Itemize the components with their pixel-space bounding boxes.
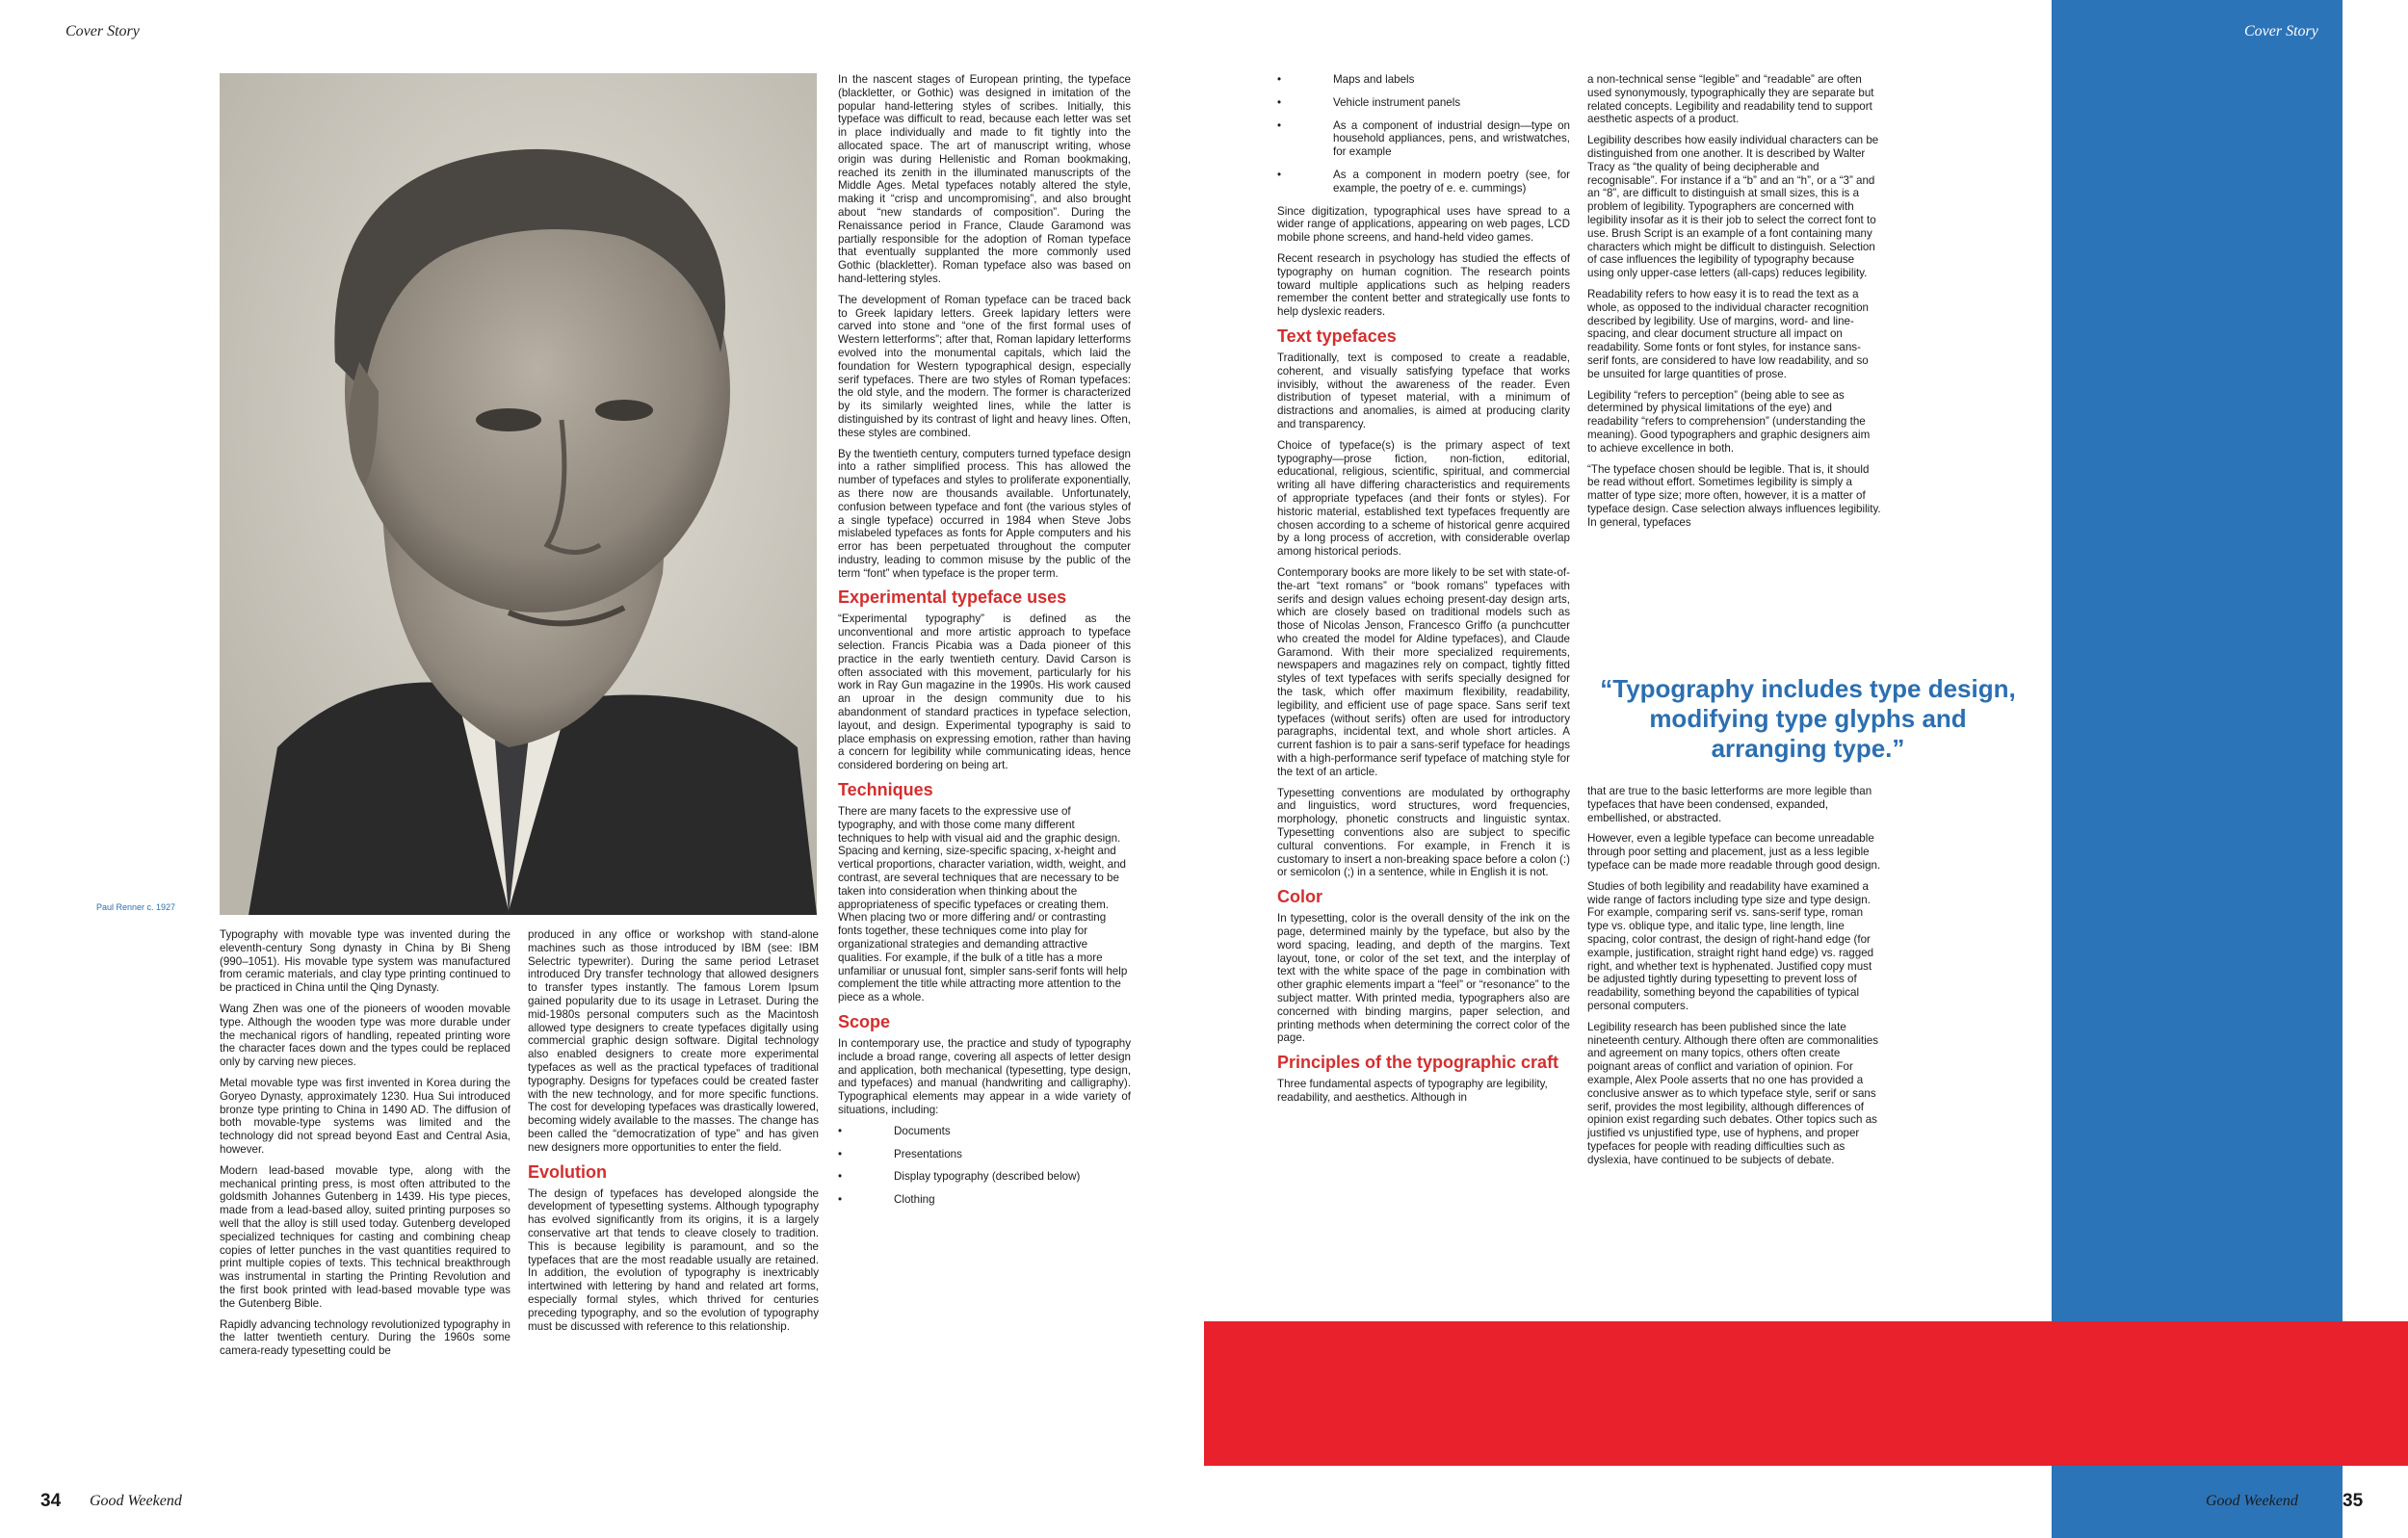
paragraph: Wang Zhen was one of the pioneers of wooden movable type. Although the wooden type was more durable under the mechanical rigors of handling, repeated printing wore the character faces down and the types could be replaced only by carving new pieces.	[220, 1002, 510, 1069]
paragraph: Studies of both legibility and readability have examined a wide range of factors including type size and type design. For example, comparing serif vs. sans-serif type, roman type vs. oblique type, and italic type, line length, line spacing, color contrast, the design of right-hand edge (for example, justification, straight right hand edge) vs. ragged right, and whether text is hyphenated. Justified copy must be adjusted tightly during typesetting to prevent loss of readability, something beyond the capabilities of typical personal computers.	[1587, 879, 1874, 1012]
paragraph: that are true to the basic letterforms are more legible than typefaces that have been condensed, expanded, embellished, or abstracted.	[1587, 785, 1872, 824]
paragraph: a non-technical sense “legible” and “readable” are often used synonymously, typographically they are separate but related concepts. Legibility and readability tend to support aesthetic aspects of a product.	[1587, 73, 1874, 126]
paragraph: Modern lead-based movable type, along with the mechanical printing press, is most often attributed to the goldsmith Johannes Gutenberg in 1439. His type pieces, made from a lead-based alloy, suited printing purposes so well that the alloy is still used today. Gutenberg developed specialized techniques for casting and combining cheap copies of letter punches in the vast quantities required to print multiple copies of texts. This technical breakthrough was instrumental in starting the Printing Revolution and the first book printed with lead-based movable type was the Gutenberg Bible.	[220, 1163, 510, 1310]
paragraph: produced in any office or workshop with stand-alone machines such as those introduced by IBM (see: IBM Selectric typewriter). During the same period Letraset introduced Dry transfer technology that allowed designers to transfer types instantly. The famous Lorem Ipsum gained popularity due to its usage in Letraset. During the mid-1980s personal computers such as the Macintosh allowed type designers to create typefaces digitally using commercial graphic design software. Digital technology also enabled designers to create more experimental typefaces as well as the practical typefaces of traditional typography. Designs for typefaces could be created faster with the new technology, and for more specific functions. The cost for developing typefaces was drastically lowered, becoming widely available to the masses. The change has been called the “democratization of type” and has given new designers more opportunities to enter the field.	[528, 928, 819, 1154]
paragraph: Recent research in psychology has studied the effects of typography on human cognition. The research points toward multiple applications such as helping readers remember the content better and strategically use fonts to help dyslexic readers.	[1277, 251, 1570, 319]
page-number-right: 35	[2343, 1491, 2364, 1511]
red-band	[1204, 1321, 2408, 1466]
paragraph: Three fundamental aspects of typography are legibility, readability, and aesthetics. Although in	[1277, 1078, 1548, 1104]
magazine-name-left: Good Weekend	[90, 1493, 182, 1509]
paragraph: In contemporary use, the practice and study of typography include a broad range, covering all aspects of letter design and application, both mechanical (typesetting, type design, and typefaces) and manual (handwriting and calligraphy). Typographical elements may appear in a wide variety of situations, including:	[838, 1037, 1131, 1116]
portrait-illustration	[220, 73, 817, 915]
heading-experimental: Experimental typeface uses	[838, 587, 1067, 608]
column-4	[1277, 73, 1570, 1112]
scope-list-continued	[1277, 73, 1570, 196]
list-item: • As a component in modern poetry (see, for example, the poetry of e. e. cummings)	[1277, 168, 1570, 195]
paragraph: “Experimental typography” is defined as the unconventional and more artistic approach to typeface selection. Francis Picabia was a Dada pioneer of this practice in the early twentieth century. David Carson is often associated with this movement, particularly for his work in Ray Gun magazine in the 1990s. His work caused an uproar in the design community due to his abandonment of standard practices in typeface selection, layout, and design. Experimental typography is said to place emphasis on expressing emotion, rather than having a concern for legibility while communicating ideas, hence considered bordering on being art.	[838, 613, 1131, 772]
blue-band	[2052, 0, 2343, 1538]
paragraph: Typography with movable type was invented during the eleventh-century Song dynasty in China by Bi Sheng (990–1051). His movable type system was manufactured from ceramic materials, and clay type printing continued to be practiced in China until the Qing Dynasty.	[220, 928, 510, 995]
scope-list	[838, 1125, 1131, 1207]
photo-caption: Paul Renner c. 1927	[96, 902, 176, 912]
paragraph: Rapidly advancing technology revolutionized typography in the latter twentieth century. During the 1960s some camera-ready typesetting could be	[220, 1317, 510, 1358]
paragraph: There are many facets to the expressive use of typography, and with those come many different techniques to help with visual aid and the graphic design. Spacing and kerning, size-specific spacing, x-height and vertical proportions, character variation, width, weight, and contrast, are several techniques that are necessary to be taken into consideration when thinking about the appropriateness of specific typefaces or creating them. When placing two or more differing and/ or contrasting fonts together, these techniques come into play for organizational strategies and demanding attractive qualities. For example, if the bulk of a title has a more unfamiliar or unusual font, simpler sans-serif fonts will help complement the title while attracting more attention to the piece as a whole.	[838, 805, 1128, 1004]
section-header-left: Cover Story	[65, 23, 140, 39]
paragraph: “The typeface chosen should be legible. That is, it should be read without effort. Sometimes legibility is simply a matter of type size; more often, however, it is a matter of typeface design. Case selection always influences legibility. In general, typefaces	[1587, 462, 1881, 529]
paragraph: In typesetting, color is the overall density of the ink on the page, determined mainly by the typeface, but also by the word spacing, leading, and depth of the margins. Text layout, tone, or color of the set text, and the interplay of text with the white space of the page in combination with other graphic elements impart a “feel” or “resonance” to the subject matter. With printed media, typographers also are concerned with binding margins, paper selection, and printing methods when determining the correct color of the page.	[1277, 912, 1570, 1045]
list-item: • Clothing	[838, 1193, 935, 1207]
heading-evolution: Evolution	[528, 1161, 607, 1182]
paragraph: In the nascent stages of European printing, the typeface (blackletter, or Gothic) was designed in imitation of the popular hand-lettering styles of scribes. Initially, this typeface was difficult to read, because each letter was set in place individually and made to fit tightly into the allocated space. The art of manuscript writing, whose origin was during Hellenistic and Roman bookmaking, reached its zenith in the illuminated manuscripts of the Middle Ages. Metal typefaces notably altered the style, making it “crisp and uncompromising”, and also brought about “new standards of composition”. During the Renaissance period in France, Claude Garamond was partially responsible for the adoption of Roman typeface that eventually supplanted the more commonly used Gothic (blackletter). Roman typeface also was based on hand-lettering styles.	[838, 73, 1131, 285]
list-item: • Presentations	[838, 1147, 962, 1160]
column-3	[838, 73, 1131, 1216]
magazine-name-right: Good Weekend	[2206, 1493, 2298, 1509]
portrait-photo	[220, 73, 817, 915]
paragraph: The design of typefaces has developed alongside the development of typesetting systems. Although typography has evolved significantly from its origins, it is a largely conservative art that tends to cleave closely to tradition. This is because legibility is paramount, and so the typefaces that are the most readable usually are retained. In addition, the evolution of typography is inextricably intertwined with lettering by hand and related art forms, especially formal styles, which thrived for centuries preceding typography, and so the evolution of typography must be discussed with reference to this relationship.	[528, 1186, 819, 1333]
paragraph: Readability refers to how easy it is to read the text as a whole, as opposed to the individual character recognition described by legibility. Use of margins, word- and line-spacing, and clear document structure all impact on readability. Some fonts or font styles, for instance sans-serif fonts, are considered to have low readability, and so be unsuited for large quantities of prose.	[1587, 287, 1869, 380]
paragraph: By the twentieth century, computers turned typeface design into a rather simplified process. This has allowed the number of typefaces and styles to proliferate exponentially, as there now are thousands available. Unfortunately, confusion between typeface and font (the various styles of a single typeface) occurred in 1984 when Steve Jobs mislabeled typefaces as fonts for Apple computers and his error has been perpetuated throughout the computer industry, leading to common misuse by the public of the term “font” when typeface is the proper term.	[838, 447, 1131, 580]
heading-text-typefaces: Text typefaces	[1277, 326, 1397, 346]
list-item: • Vehicle instrument panels	[1277, 95, 1461, 109]
paragraph: Choice of typeface(s) is the primary aspect of text typography—prose fiction, non-fiction, editorial, educational, religious, scientific, spiritual, and commercial writing all have differing characteristics and requirements of appropriate typefaces (and their fonts or styles). For historic material, established text typefaces frequently are chosen according to a scheme of historical genre acquired by a long process of accretion, with considerable overlap among historical periods.	[1277, 438, 1570, 559]
list-item: • Maps and labels	[1277, 73, 1415, 86]
paragraph: Traditionally, text is composed to create a readable, coherent, and visually satisfying typeface that works invisibly, without the awareness of the reader. Even distribution of typeset material, with a minimum of distractions and anomalies, is aimed at producing clarity and transparency.	[1277, 351, 1570, 430]
list-item: • As a component of industrial design—type on household appliances, pens, and wristwatches, for example	[1277, 118, 1570, 159]
heading-techniques: Techniques	[838, 780, 933, 800]
paragraph: Contemporary books are more likely to be set with state-of-the-art “text romans” or “book romans” typefaces with serifs and design values echoing present-day design arts, which are closely based on traditional models such as those of Nicolas Jenson, Francesco Griffo (a punchcutter who created the model for Aldine typefaces), and Claude Garamond. With their more specialized requirements, newspapers and magazines rely on compact, tightly fitted styles of text typefaces with serifs specially designed for the task, which offer maximum flexibility, readability, legibility, and efficient use of page space. Sans serif text typefaces (without serifs) often are used for introductory paragraphs, incidental text, and whole short articles. A current fashion is to pair a sans-serif typeface for headings with a high-performance serif typeface of matching style for the text of an article.	[1277, 565, 1570, 778]
list-item: • Display typography (described below)	[838, 1170, 1081, 1184]
paragraph: Legibility “refers to perception” (being able to see as determined by physical limitations of the eye) and readability “refers to comprehension” (understanding the meaning). Good typographers and graphic designers aim to achieve excellence in both.	[1587, 388, 1871, 455]
pull-quote: “Typography includes type design, modifying type glyphs and arranging type.”	[1600, 674, 2016, 763]
paragraph: The development of Roman typeface can be traced back to Greek lapidary letters. Greek lapidary letters were carved into stone and “one of the first formal uses of Western letterforms”; after that, Roman lapidary letterforms evolved into the monumental capitals, which laid the foundation for Western typographical design, especially serif typefaces. There are two styles of Roman typefaces: the old style, and the modern. The former is characterized by its similarly weighted lines, while the latter is distinguished by its contrast of light and heavy lines. Often, these styles are combined.	[838, 293, 1131, 439]
column-5-bottom	[1587, 785, 1881, 1175]
column-1	[220, 928, 510, 1366]
heading-color: Color	[1277, 887, 1322, 907]
paragraph: Metal movable type was first invented in Korea during the Goryeo Dynasty, approximately 1230. Hua Sui introduced bronze type printing to China in 1490 AD. The diffusion of both movable-type systems was limited and the technology did not spread beyond East and Central Asia, however.	[220, 1076, 510, 1156]
page-number-left: 34	[40, 1491, 62, 1511]
heading-scope: Scope	[838, 1012, 891, 1031]
paragraph: Legibility describes how easily individual characters can be distinguished from one another. It is described by Walter Tracy as “the quality of being decipherable and recognisable”. For instance if a “b” and an “h”, or a “3” and an “8”, are difficult to distinguish at small sizes, this is a problem of legibility. Typographers are concerned with legibility insofar as it is their job to select the correct font to use. Brush Script is an example of a font containing many characters which might be difficult to distinguish. Selection of case influences the legibility of typography because using only upper-case letters (all-caps) reduces legibility.	[1587, 134, 1879, 280]
column-2	[528, 928, 819, 1341]
heading-principles: Principles of the typographic craft	[1277, 1053, 1559, 1073]
paragraph: However, even a legible typeface can become unreadable through poor setting and placement, just as a less legible typeface can be made more readable through good design.	[1587, 832, 1881, 872]
paragraph: Legibility research has been published since the late nineteenth century. Although there often are commonalities and agreement on many topics, others often create poignant areas of conflict and variation of opinion. For example, Alex Poole asserts that no one has provided a conclusive answer as to which typeface style, serif or sans serif, provides the most legibility, although differences of opinion exist regarding such debates. Other topics such as justified vs unjustified type, use of hyphens, and proper typefaces for people with reading difficulties such as dyslexia, have continued to be subjects of debate.	[1587, 1020, 1879, 1166]
list-item: • Documents	[838, 1124, 951, 1137]
column-5-top	[1587, 73, 1881, 537]
paragraph: Typesetting conventions are modulated by orthography and linguistics, word structures, word frequencies, morphology, phonetic constructs and linguistic syntax. Typesetting conventions also are subject to specific cultural conventions. For example, in French it is customary to insert a non-breaking space before a colon (:) or semicolon (;) in a sentence, while in English it is not.	[1277, 786, 1570, 879]
paragraph: Since digitization, typographical uses have spread to a wider range of applications, appearing on web pages, LCD mobile phone screens, and hand-held video games.	[1277, 204, 1570, 245]
section-header-right: Cover Story	[2244, 23, 2318, 39]
